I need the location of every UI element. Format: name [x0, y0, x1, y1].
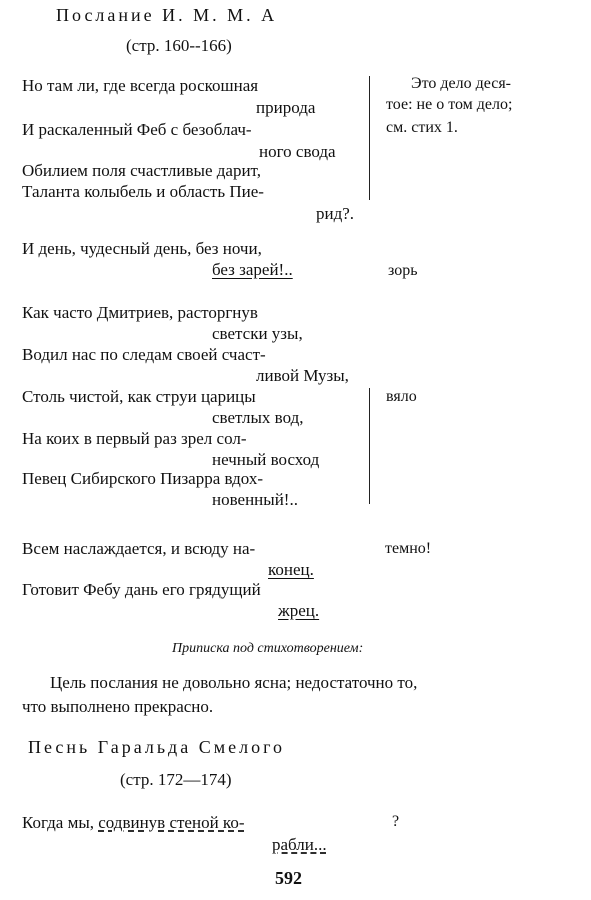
- margin-note: Это дело деся-: [411, 75, 511, 92]
- page-range-2: (стр. 172—174): [120, 770, 232, 789]
- underlined-verse-line: без зарей!..: [212, 260, 293, 279]
- page-number: 592: [275, 868, 302, 888]
- verse-line: Таланта колыбель и область Пие-: [22, 182, 264, 201]
- verse-line: Обилием поля счастливые дарит,: [22, 161, 261, 180]
- verse-line: Столь чистой, как струи царицы: [22, 387, 256, 406]
- poem-title-1: Послание И. М. М. А: [56, 5, 278, 25]
- underlined-verse-line: жрец.: [278, 601, 320, 620]
- margin-note: темно!: [385, 540, 432, 557]
- verse-line: природа: [256, 98, 316, 117]
- verse-line: И день, чудесный день, без ночи,: [22, 239, 262, 258]
- verse-line: И раскаленный Феб с безоблач-: [22, 120, 252, 139]
- dashed-underlined-text: содвинув стеной ко-: [98, 813, 245, 832]
- verse-line: светлых вод,: [212, 408, 304, 427]
- verse-line: [22, 812, 244, 834]
- margin-bar: [369, 76, 370, 200]
- verse-line: нечный восход: [212, 450, 320, 469]
- margin-bar: [369, 388, 370, 504]
- verse-line: ливой Музы,: [256, 366, 349, 385]
- verse-line: рид?.: [316, 204, 355, 223]
- verse-line: Водил нас по следам своей счаст-: [22, 345, 266, 364]
- postscript-heading: Приписка под стихотворением:: [172, 641, 364, 656]
- verse-line: ного свода: [259, 142, 336, 161]
- poem-title-2: Песнь Гаральда Смелого: [28, 737, 286, 757]
- verse-line: Как часто Дмитриев, расторгнув: [22, 303, 258, 322]
- margin-note: вяло: [386, 388, 417, 405]
- verse-line: Певец Сибирского Пизарра вдох-: [22, 469, 263, 488]
- margin-note: см. стих 1.: [386, 119, 458, 136]
- postscript-text: Цель послания не довольно ясна; недостаточно то,: [50, 673, 418, 692]
- margin-note: ?: [392, 813, 400, 830]
- postscript-text: что выполнено прекрасно.: [22, 697, 214, 716]
- margin-note: зорь: [388, 262, 418, 279]
- verse-line: Готовит Фебу дань его грядущий: [22, 580, 261, 599]
- page-range-1: (стр. 160--166): [126, 36, 232, 55]
- verse-line: На коих в первый раз зрел сол-: [22, 429, 247, 448]
- verse-line: новенный!..: [212, 490, 298, 509]
- verse-line: светски узы,: [212, 324, 303, 343]
- verse-line: Но там ли, где всегда роскошная: [22, 76, 259, 95]
- dashed-underlined-text: рабли...: [272, 835, 327, 854]
- margin-note: тое: не о том дело;: [386, 96, 513, 113]
- verse-text: Когда мы,: [22, 813, 99, 832]
- underlined-verse-line: конец.: [268, 560, 314, 579]
- verse-line: Всем наслаждается, и всюду на-: [22, 539, 256, 558]
